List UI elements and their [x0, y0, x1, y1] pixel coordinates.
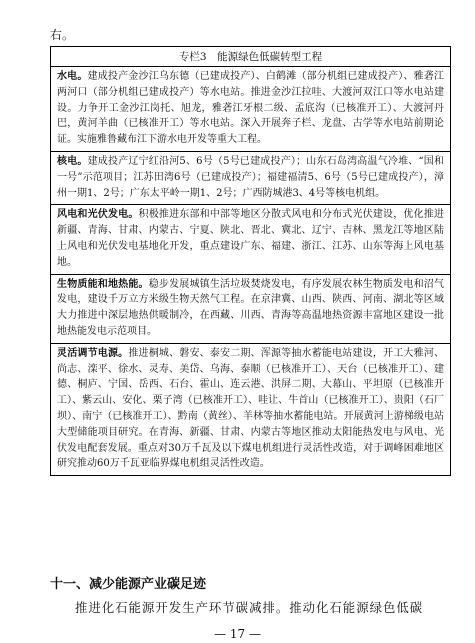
section-label: 灵活调节电源。: [57, 347, 129, 359]
section-text: 建成投产辽宁红沿河5、6号（5号已建成投产）；山东石岛湾高温气冷堆、“国和一号”示范项目；江苏田湾6号（已建成投产）；福建福清5、6号（5号已建成投产），漳州一期1、2号；广东太平岭一期1、2号；广西防城港3、4号等核电机组。: [57, 155, 445, 199]
top-text: 右。: [50, 28, 75, 42]
section-text: 推进桐城、磐安、泰安二期、浑源等抽水蓄能电站建设，开工大雅河、尚志、滦平、徐水、灵寿、美岱、乌海、泰顺（已核准开工）、天台（已核准开工）、建德、桐庐、宁国、岳西、石台、霍山、连云港、洪屏二期、大幕山、平坦原（已核准开工）、紫云山、安化、栗子湾（已核准开工）、哇让、牛首山（已核准开工）、贵阳（石厂坝）、南宁（已核准开工）、黔南（黄丝）、羊林等抽水蓄能电站。开展黄河上游梯级电站大型储能项目研究。在青海、新疆、甘肃、内蒙古等地区推动太阳能热发电与风电、光伏发电配套发展。重点对30万千瓦及以下煤电机组进行灵活性改造，对于调峰困难地区研究推动60万千瓦亚临界煤电机组灵活性改造。: [57, 347, 445, 470]
section-text: 积极推进东部和中部等地区分散式风电和分布式光伏建设，优化推进新疆、青海、甘肃、内蒙古、宁夏、陕北、晋北、冀北、辽宁、吉林、黑龙江等地区陆上风电和光伏发电基地化开发，重点建设广东、福建、浙江、江苏、山东等海上风电基地。: [57, 209, 445, 268]
column-box: [50, 46, 451, 476]
page-number: — 17 —: [214, 627, 261, 641]
section-label: 生物质能和地热能。: [57, 278, 149, 290]
column-title: 专栏3 能源绿色低碳转型工程: [51, 47, 450, 67]
section-wind-solar: [51, 205, 450, 274]
section-label: 核电。: [57, 155, 88, 167]
body-paragraph: 推进化石能源开发生产环节碳减排。推动化石能源绿色低碳: [75, 600, 424, 615]
section-flexible-power: [51, 344, 450, 475]
section-text: 建成投产金沙江乌东德（已建成投产）、白鹤滩（部分机组已建成投产）、雅砻江两河口（部分机组已建成投产）等水电站。推进金沙江拉哇、大渡河双江口等水电站建设。力争开工金沙江岗托、旭龙，雅砻江牙根二级、孟底沟（已核准开工）、大渡河丹巴，黄河羊曲（已核准开工）等水电站。深入开展奔子栏、龙盘、古学等水电站前期论证。实施雅鲁藏布江下游水电开发等重大工程。: [57, 71, 445, 146]
section-text: 稳步发展城镇生活垃圾焚烧发电，有序发展农林生物质发电和沼气发电，建设千万立方米级生物天然气工程。在京津冀、山西、陕西、河南、湖北等区域大力推进中深层地热供暖制冷，在西藏、川西、青海等高温地热资源丰富地区建设一批地热能发电示范项目。: [57, 278, 445, 337]
section-label: 水电。: [57, 71, 88, 82]
section-nuclear: [51, 152, 450, 205]
section-label: 风电和光伏发电。: [57, 209, 139, 221]
section-hydropower: [51, 67, 450, 152]
section-heading: 十一、减少能源产业碳足迹: [50, 577, 207, 592]
section-biomass-geothermal: [51, 275, 450, 344]
